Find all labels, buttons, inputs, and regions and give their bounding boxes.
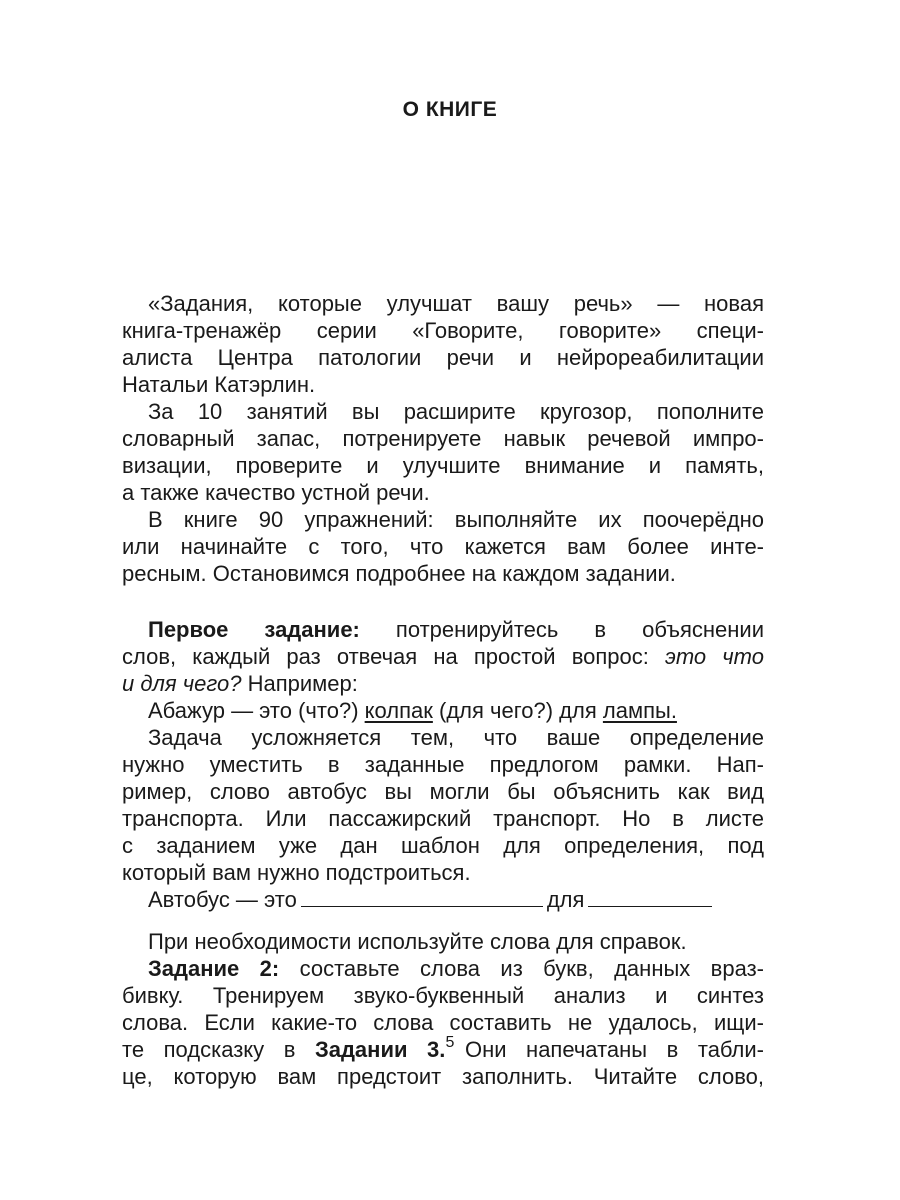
explanation-paragraph [122,724,764,913]
text-line: це, которую вам предстоит заполнить. Читайте слово, [122,1064,764,1089]
blank-line [588,890,712,907]
page-number: 5 [445,1034,455,1051]
text-line [122,670,764,697]
text-line: ример, слово автобус вы могли бы объяснить как вид [122,779,764,804]
example-line [122,697,764,724]
text-line: бивку. Тренируем звуко-буквенный анализ и синтез [122,983,764,1008]
text-line: «Задания, которые улучшат вашу речь» — новая [148,291,764,316]
text-line: визации, проверите и улучшите внимание и память, [122,453,764,478]
text-line: транспорта. Или пассажирский транспорт. Но в листе [122,806,764,831]
text-line: алиста Центра патологии речи и нейрореабилитации [122,345,764,370]
text-fragment: составьте слова из букв, данных враз- [299,956,764,981]
text-line: с заданием уже дан шаблон для определения, под [122,833,764,858]
text-line: который вам нужно подстроиться. [122,860,471,885]
text-fragment: Например: [247,671,358,696]
text-fragment: (для чего?) для [439,698,597,723]
task-1-label: Первое задание: [148,617,360,642]
text-fragment: потренируйтесь в объяснении [395,617,764,642]
text-fragment: Автобус — это [148,887,297,912]
text-fragment: Абажур — это (что?) [148,698,359,723]
text-line: ресным. Остановимся подробнее на каждом задании. [122,561,676,586]
text-line: Задача усложняется тем, что ваше определение [148,725,764,750]
text-line: книга-тренажёр серии «Говорите, говорите» специ- [122,318,764,343]
text-fragment: слов, каждый раз отвечая на простой вопрос: [122,644,649,669]
italic-question: это что [665,644,764,669]
task-2-label: Задание 2: [148,956,280,981]
intro-paragraph [122,290,764,398]
task-2-paragraph [122,928,764,1090]
text-fragment: те подсказку в [122,1037,296,1062]
text-line: За 10 занятий вы расширите кругозор, пополните [148,399,764,424]
text-line: В книге 90 упражнений: выполняйте их поочерёдно [148,507,764,532]
lessons-paragraph [122,398,764,506]
task-3-reference: Задании 3. [314,1037,446,1062]
text-fragment: для [546,887,585,912]
text-line: При необходимости используйте слова для справок. [148,929,687,954]
text-line: нужно уместить в заданные предлогом рамки. Нап- [122,752,764,777]
exercises-paragraph [122,506,764,587]
text-line: словарный запас, потренируете навык речевой импро- [122,426,764,451]
text-line [122,955,764,982]
text-line [122,616,764,643]
blank-line [301,890,543,907]
example-line [122,886,764,913]
page-title: О КНИГЕ [402,98,498,121]
text-line: а также качество устной речи. [122,480,430,505]
underlined-answer: лампы. [602,698,677,723]
text-line: слова. Если какие-то слова составить не удалось, ищи- [122,1010,764,1035]
text-fragment: Они напечатаны в табли- [464,1037,764,1062]
text-line [122,643,764,670]
italic-question: и для чего? [122,671,242,696]
text-line: или начинайте с того, что кажется вам более инте- [122,534,764,559]
text-line: Натальи Катэрлин. [122,372,316,397]
task-1-paragraph [122,616,764,724]
underlined-answer: колпак [364,698,433,723]
